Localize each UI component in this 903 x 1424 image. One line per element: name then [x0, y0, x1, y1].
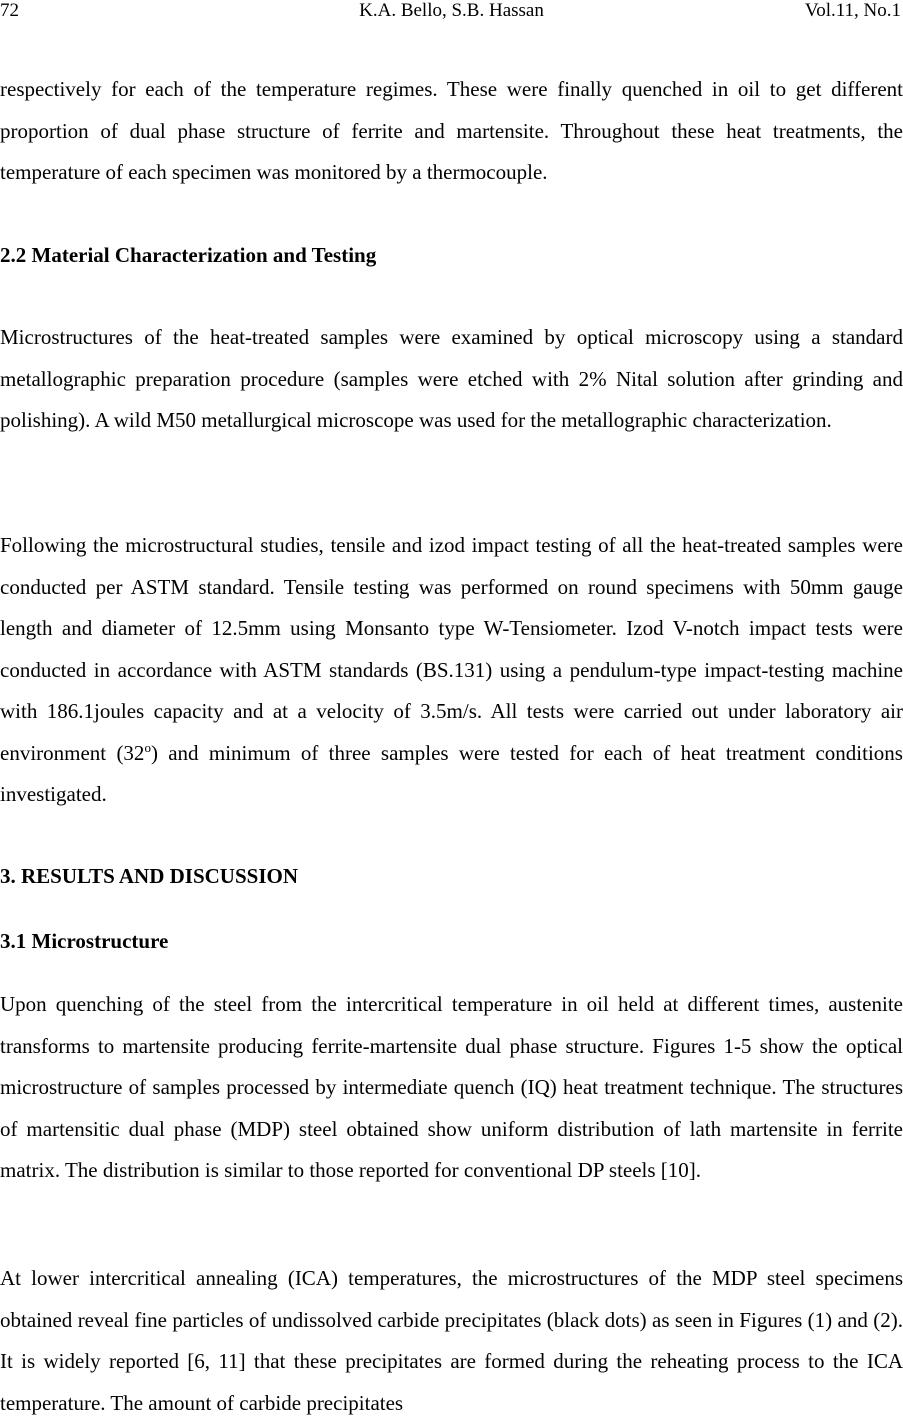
section-heading-3: 3. RESULTS AND DISCUSSION — [0, 864, 298, 888]
paragraph-heat-treatment: respectively for each of the temperature regimes. These were finally quenched in oil to get different proportion of dual phase structure of ferrite and martensite. Throughout these heat treatments, the temperature of each specimen was monitored by a thermocouple. — [0, 77, 903, 184]
paragraph-testing — [0, 525, 903, 816]
header-volume: Vol.11, No.1 — [804, 0, 901, 21]
paragraph-testing-part1: Following the microstructural studies, tensile and izod impact testing of all the heat-treated samples were conducted per ASTM standard. Tensile testing was performed on round specimens with 50mm gauge length and diameter of 12.5mm using Monsanto type W-Tensiometer. Izod V-notch impact tests were conducted in accordance with ASTM standards (BS.131) using a pendulum-type impact-testing machine with 186.1joules capacity and at a velocity of 3.5m/s. All tests were carried out under laboratory air environment (32 — [0, 533, 903, 765]
section-heading-3-1: 3.1 Microstructure — [0, 929, 169, 953]
paragraph-microstructures: Microstructures of the heat-treated samples were examined by optical microscopy using a standard metallographic preparation procedure (samples were etched with 2% Nital solution after grinding and polishing). A wild M50 metallurgical microscope was used for the metallographic characterization. — [0, 325, 903, 432]
degree-superscript: o — [144, 739, 151, 755]
paragraph-quenching: Upon quenching of the steel from the intercritical temperature in oil held at different times, austenite transforms to martensite producing ferrite-martensite dual phase structure. Figures 1-5 show the optical microstructure of samples processed by intermediate quench (IQ) heat treatment technique. The structures of martensitic dual phase (MDP) steel obtained show uniform distribution of lath martensite in ferrite matrix. The distribution is similar to those reported for conventional DP steels [10]. — [0, 992, 903, 1182]
section-heading-2-2: 2.2 Material Characterization and Testing — [0, 243, 377, 267]
running-header — [0, 0, 903, 24]
paragraph-testing-part2: ) and minimum of three samples were tested for each of heat treatment conditions investigated. — [0, 740, 903, 806]
page-number: 72 — [0, 0, 19, 21]
paragraph-ica-temperatures: At lower intercritical annealing (ICA) temperatures, the microstructures of the MDP steel specimens obtained reveal fine particles of undissolved carbide precipitates (black dots) as seen in Figures (1) and (2). It is widely reported [6, 11] that these precipitates are formed during the reheating process to the ICA temperature. The amount of carbide precipitates — [0, 1266, 903, 1415]
header-authors: K.A. Bello, S.B. Hassan — [359, 0, 544, 21]
